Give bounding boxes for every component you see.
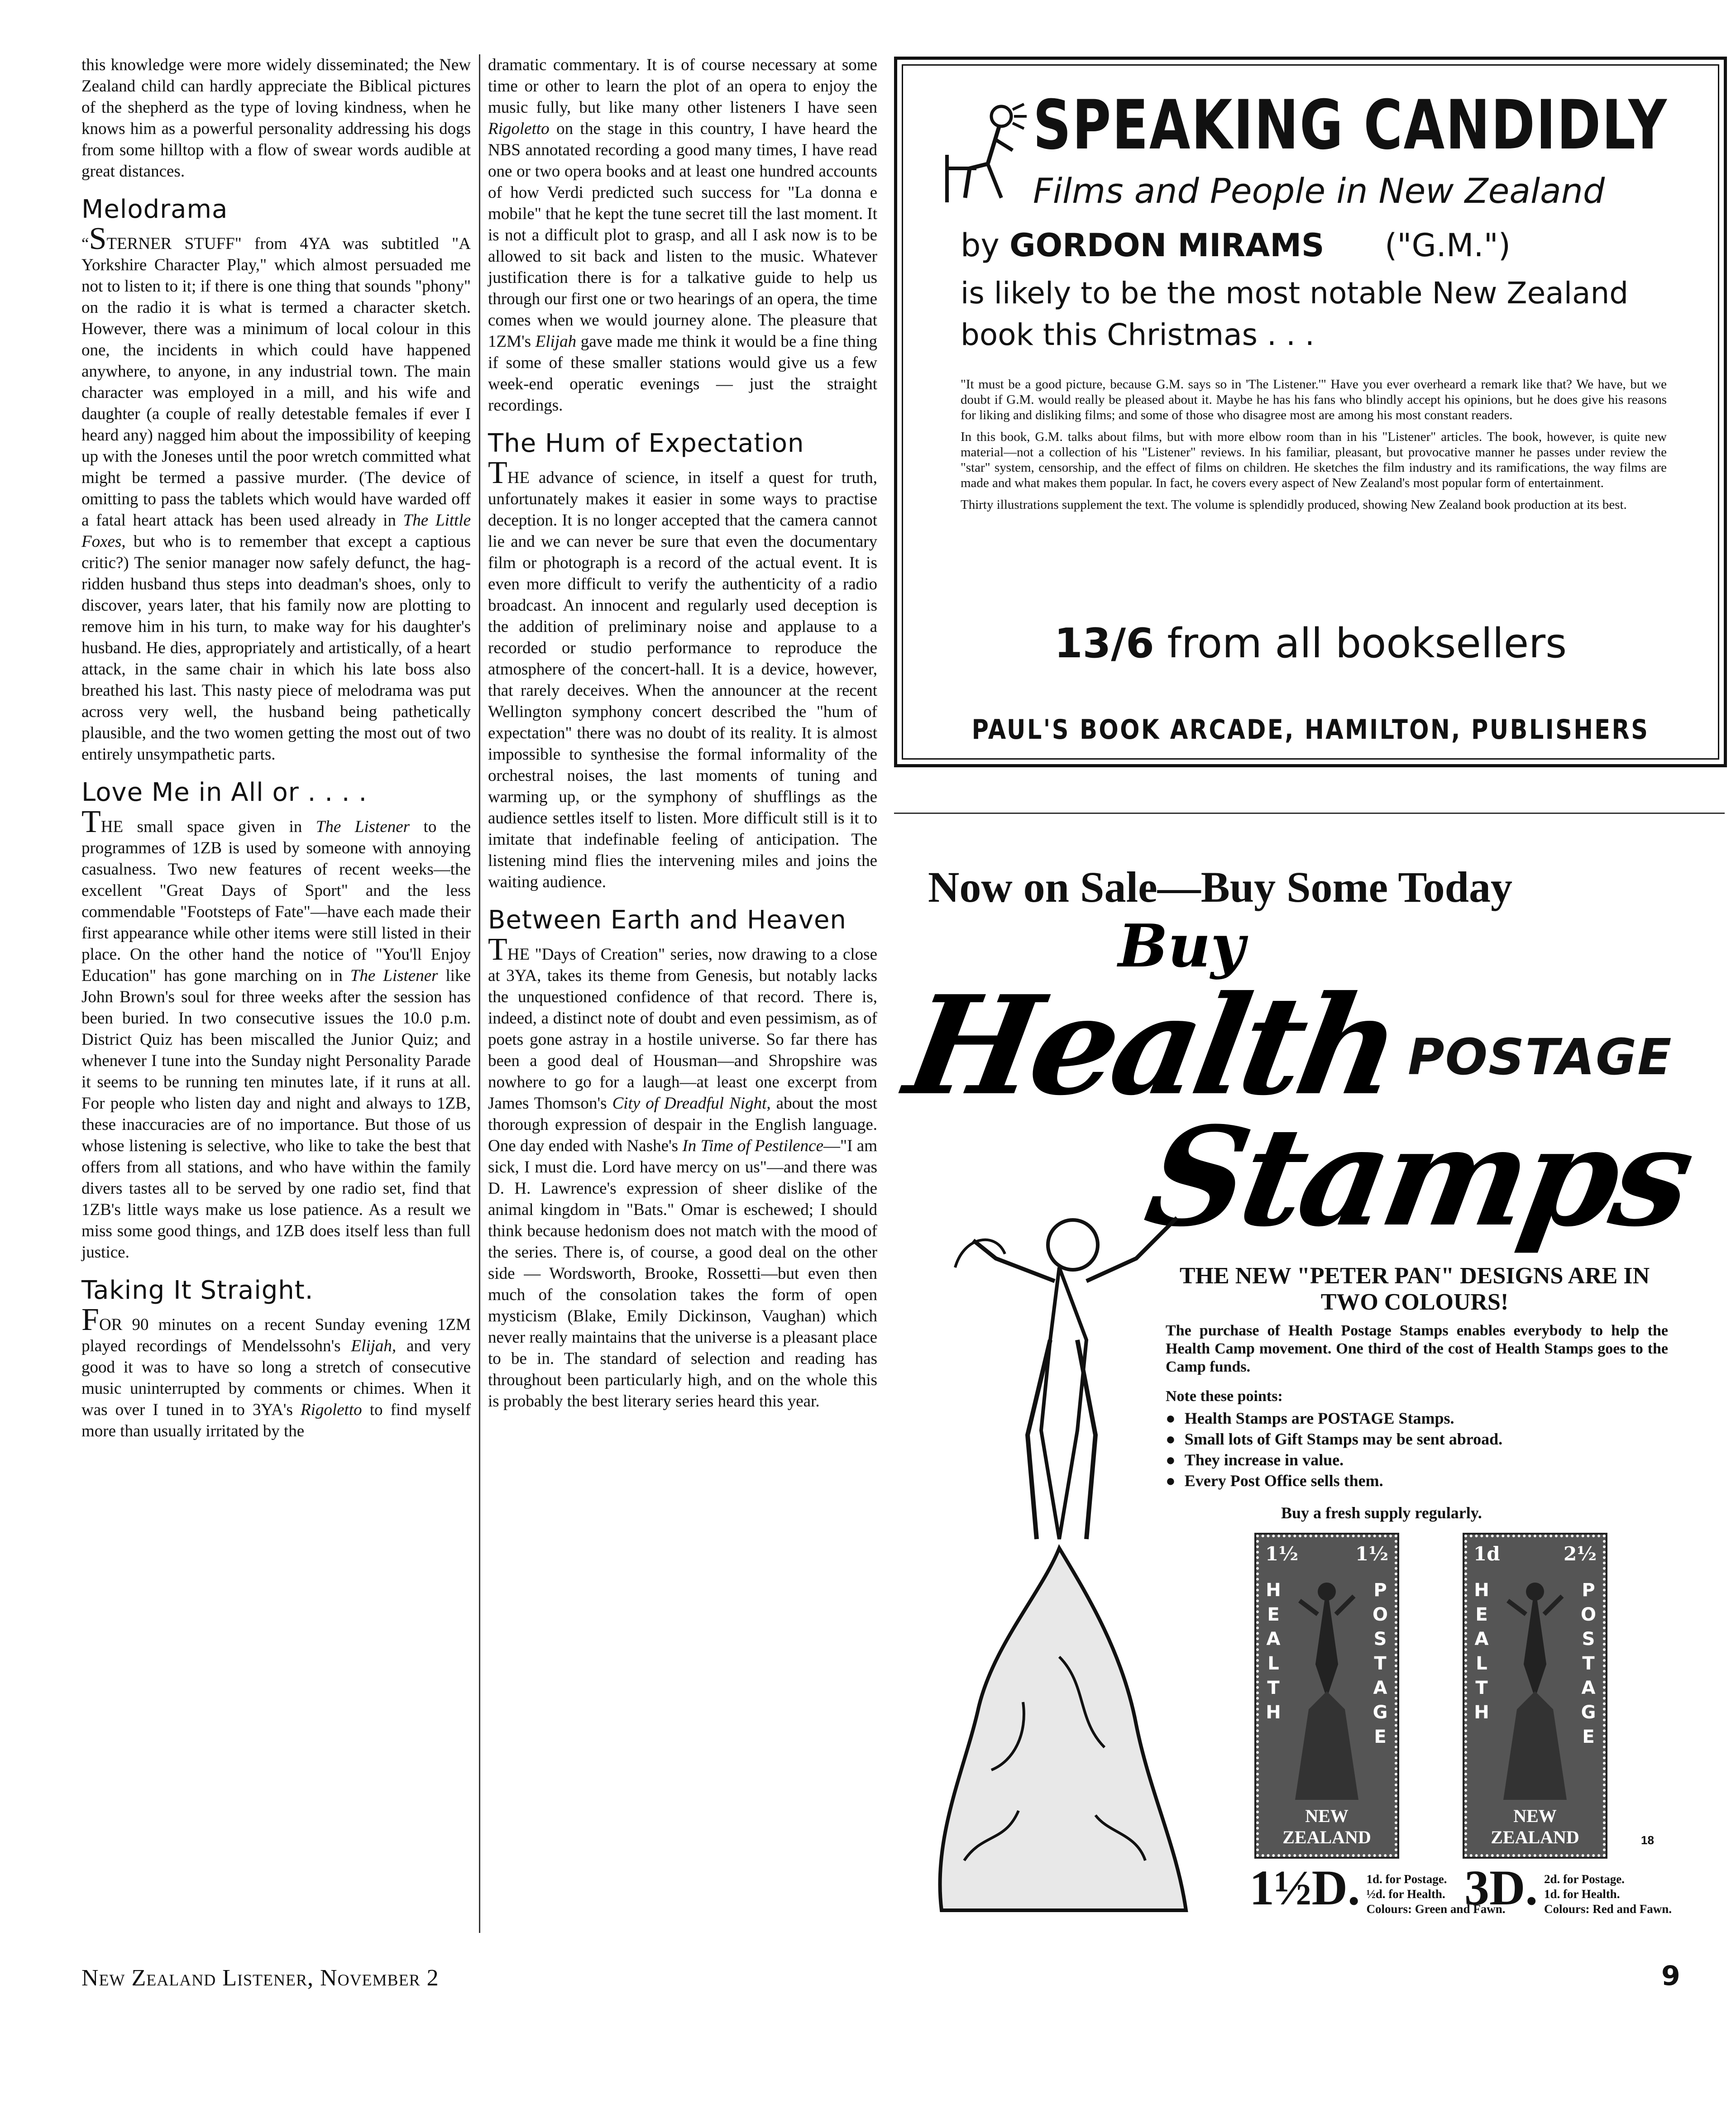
list-item: ● Every Post Office sells them. [1166,1470,1502,1491]
intro-paragraph [488,54,877,416]
ad-code: 18 [1641,1833,1654,1847]
book-subtitle: Films and People in New Zealand [1033,171,1605,211]
denomination-value: 1½D. [1249,1860,1360,1915]
detail-line: ½d. for Health. [1366,1887,1445,1901]
detail-line: 2d. for Postage. [1544,1872,1625,1886]
book-price [897,621,1724,666]
paragraph-text: TERNER STUFF" from 4YA was subtitled "A Yorkshire Character Play," which almost persuaded me not to listen to it; if there is one thing that sounds "phony" on the radio it is what is termed a character sketch. However, there was a minimum of local colour in this one, the incidents in which could have happened anywhere, to anyone, in any industrial town. The main character was employed in a mill, and his wife and daughter (a couple of really detestable females if ever I heard any) nagged him about the impossibility of keeping up with the Joneses until the poor wretch committed what might be termed a passive murder. (The device of omitting to pass the tablets which would have warded off a fatal heart attack has been used already in [81,234,471,530]
paragraph-text: gave made me think it would be a fine thing if some of these smaller stations would give us a few week-end operatic evenings — just the straight recordings. [488,332,878,415]
list-item: ● Health Stamps are POSTAGE Stamps. [1166,1408,1502,1429]
paragraph-text: about the most thorough expression of despair in the English language. One day ended with Nashe's [488,1094,877,1155]
italic-title: Elijah [535,332,577,351]
italic-title: The Listener [350,966,438,985]
denomination-red [1464,1860,1672,1917]
stamp-value-right: 2½ [1563,1543,1597,1565]
buy-regularly: Buy a fresh supply regularly. [1281,1504,1482,1522]
stamps-blurb: The purchase of Health Postage Stamps enables everybody to help the Health Camp movement. One third of the cost of Health Stamps goes to the Camp funds. [1166,1322,1668,1375]
section-heading-earth-heaven: Between Earth and Heaven [488,905,846,935]
italic-title: The Little Foxes, [81,511,471,551]
points-list [1166,1408,1502,1491]
speaker-figure-icon [938,100,1028,209]
stamp-red [1464,1535,1606,1857]
book-title: SPEAKING CANDIDLY [1033,86,1668,165]
article-column-2 [488,54,877,1415]
section-paragraph [488,932,877,1412]
stamp-green [1256,1535,1397,1857]
description-paragraph: Thirty illustrations supplement the text. The volume is splendidly produced, showing New Zealand book production at its best. [961,497,1627,512]
paragraph-text: like John Brown's soul for three weeks after the session has been buried. In two consecutive issues the 10.0 p.m. District Quiz has been miscalled the Junior Quiz; and whenever I tune into the Sunday night Personality Parade it seems to be running ten minutes late, if it runs at all. For people who listen day and night and always to 1ZB, these inaccuracies are of no importance. But those of us whose listening is selective, who like to take the best that offers from all stations, and who have within the family divers tastes all to be served by one radio set, find that 1ZB's little ways make us lose patience. As a result we miss some good things, and 1ZB does itself less than full justice. [81,966,471,1262]
page-number: 9 [1661,1960,1680,1992]
paragraph-text: HE advance of science, in itself a quest for truth, unfortunately makes it easier in some ways to practise deception. It is no longer accepted that the camera cannot lie and we can never be sure that even the documentary film or photograph is a record of the actual event. It is even more difficult to verify the authenticity of a radio broadcast. An innocent and regularly used deception is the addition of preliminary noise and applause to a recorded or studio performance to reproduce the atmosphere of the concert-hall. It is a device, however, that rarely deceives. When the announcer at the recent Wellington symphony concert described the "hum of expectation" there was no doubt of its reality. It is almost impossible to synthesise the formal informality of the orchestral noises, the last moments of tuning and warming up, or the symphony of shufflings as the audience settles itself to listen. More difficult still is it to imitate that indefinable feeling of anticipation. The listening mind flies the intervening miles and joins the waiting audience. [488,469,877,891]
detail-line: 1d. for Health. [1544,1887,1620,1901]
denomination-value: 3D. [1464,1860,1538,1915]
section-paragraph: “STERNER STUFF" from 4YA was subtitled "A Yorkshire Character Play," which almost persuaded me not to listen to it; if there is one thing that sounds "phony" on the radio it is what is termed a character sketch. However, there was a minimum of local colour in this one, the incidents in which could have happened anywhere, to anyone, in any industrial town. The main character was employed in a mill, and his wife and daughter (a couple of really detestable females if ever I heard any) nagged him about the impossibility of keeping up with the Joneses until the poor wretch committed what might be termed a passive murder. (The device of omitting to pass the tablets which would have warded off a fatal heart attack has been used already in The Little Foxes, but who is to remember that except a captious critic?) The senior manager now safely defunct, the hag-ridden husband thus steps into deadman's shoes, only to discover, years later, that his family now are plotting to remove him in his turn, to make way for his daughter's husband. He dies, appropriately and artistically, of a heart attack, in the same chair in which his late boss also breathed his last. This nasty piece of melodrama was put across very well, the husband being pathetically plausible, and the two women getting the most out of two entirely unsympathetic parts. [81,221,471,764]
stamp-value: 1d [1473,1543,1500,1565]
price-value: 13/6 [1054,620,1154,667]
stamp-value: 1½ [1265,1543,1299,1565]
detail-line: 1d. for Postage. [1366,1872,1447,1886]
ad-divider [894,813,1725,814]
column-divider [479,54,480,1933]
by-label: by [961,227,1000,264]
section-heading-hum: The Hum of Expectation [488,429,804,458]
description-paragraph: "It must be a good picture, because G.M. says so in 'The Listener.'" Have you ever overheard a remark like that? We have, but we doubt if G.M. would really be pleased about it. Maybe he has his fans who blindly accept his opinions, but he does give his reasons for liking and disliking films; and some of those who disagree most are among his most constant readers. [961,377,1667,422]
buy-script: Buy [1118,911,1245,980]
health-script: Health [895,966,1407,1125]
list-item: ● Small lots of Gift Stamps may be sent abroad. [1166,1429,1502,1449]
peter-pan-statue-illustration [923,1204,1195,1928]
detail-line: Colours: Red and Fawn. [1544,1902,1672,1916]
stamp-side-right: POSTAGE [1372,1580,1388,1747]
book-advertisement [894,57,1727,767]
drop-cap: T [488,455,507,490]
drop-cap: T [488,932,507,967]
stamp-statue-art [1499,1574,1571,1800]
price-text: from all booksellers [1167,620,1567,667]
description-paragraph: In this book, G.M. talks about films, but with more elbow room than in his "Listener" articles. The book, however, is quite new material—not a collection of his "Listener" reviews. In his familiar, pleasant, but provocative manner he passes under review the "star" system, censorship, and the effect of films on children. He sketches the film industry and its ramifications, the way films are made and what makes them popular. In fact, he covers every aspect of New Zealand's most popular form of entertainment. [961,430,1667,490]
stamp-value-right: 1½ [1355,1543,1388,1565]
section-paragraph [81,804,471,1263]
publisher-line: PAUL'S BOOK ARCADE, HAMILTON, PUBLISHERS [971,714,1650,746]
intro-paragraph: this knowledge were more widely disseminated; the New Zealand child can hardly appreciate the Biblical pictures of the shepherd as the type of loving kindness, when he knows him as a powerful personality addressing his dogs from some hilltop with a flow of swear words audible at great distances. [81,56,471,181]
stamp-side-left: HEALTH [1474,1580,1489,1723]
stamps-headline: Now on Sale—Buy Some Today [928,863,1512,911]
stamp-country: NEW ZEALAND [1282,1806,1371,1847]
paragraph-text: HE "Days of Creation" series, now drawing to a close at 3YA, takes its theme from Genesis, but notably lacks the unquestioned confidence of that record. There is, indeed, a distinct note of doubt and even pessimism, as of poets gone astray in a hostile universe. So far there has been a good deal of Housman—and Shropshire was nowhere to go for a laugh—at least one excerpt from James Thomson's [488,945,877,1113]
drop-cap: S [89,221,107,256]
paragraph-text: —"I am sick, I must die. Lord have mercy on us"—and there was D. H. Lawrence's expression of sheer dislike of the animal kingdom in "Bats." Omar is eschewed; I should think because hedonism does not match with the mood of the series. There is, of course, a good deal on the other side — Wordsworth, Brooke, Rossetti—but even then much of the consolation takes the form of open mysticism (Blake, Emily Dickinson, Vaughan) which never really maintains that the universe is a pleasant place to be in. The standard of selection and reading has throughout been particularly high, and on the whole this is probably the best literary series heard this year. [488,1137,877,1411]
paragraph-text: to find myself more than usually irritated by the [81,1401,471,1440]
paragraph-text: OR 90 minutes on a recent Sunday evening 1ZM played recordings of Mendelssohn's [81,1315,471,1355]
book-claim: is likely to be the most notable New Zealand book this Christmas . . . [961,276,1629,352]
book-author-line [961,225,1511,266]
paragraph-text: and very good it was to have so long a stretch of consecutive music uninterrupted by comments or chimes. When it was over I tuned in to 3YA's [81,1337,471,1419]
author-initials: ("G.M.") [1384,227,1511,264]
paragraph-text: HE small space given in [100,818,302,836]
stamp-side-right: POSTAGE [1580,1580,1596,1747]
drop-cap: F [81,1302,99,1337]
paragraph-text: to the programmes of 1ZB is used by someone with annoying casualness. Two new features of recent weeks—the excellent "Great Days of Sport" and the less commendable "Footsteps of Fate"—have each made their first appearance while other items were still listed in their place. On the other hand the notice of "You'll Enjoy Education" has gone marching on in [81,818,471,985]
drop-cap: T [81,804,101,839]
detail-line: Colours: Green and Fawn. [1366,1902,1506,1916]
designs-announcement: THE NEW "PETER PAN" DESIGNS ARE IN TWO COLOURS! [1179,1263,1650,1315]
stamps-script: Stamps [1135,1097,1701,1257]
section-heading-taking-it-straight: Taking It Straight. [81,1276,314,1305]
italic-title: Rigoletto [488,120,550,138]
stamp-statue-art [1291,1574,1363,1800]
italic-title: In Time of Pestilence [682,1137,824,1155]
book-description [961,377,1667,519]
section-paragraph [488,455,877,893]
publication-footer: New Zealand Listener, November 2 [81,1965,439,1991]
postage-word: POSTAGE [1408,1028,1673,1086]
points-heading: Note these points: [1166,1388,1283,1405]
section-heading-love-me: Love Me in All or . . . . [81,778,368,807]
section-heading-melodrama: Melodrama [81,195,228,224]
denomination-details [1544,1872,1672,1917]
paragraph-text: dramatic commentary. It is of course necessary at some time or other to learn the plot of an opera to enjoy the music fully, but like many other listeners I have seen [488,56,877,117]
stamp-side-left: HEALTH [1266,1580,1281,1723]
paragraph-text: on the stage in this country, I have heard the NBS annotated recording a good many times, I have read one or two opera books and at least one hundred accounts of how Verdi predicted such success for "La donna e mobile" that he kept the tune secret till the last moment. It is not a difficult plot to grasp, and all I ask now is to be allowed to sit back and listen to the music. Whatever justification there is for a talkative guide to help us through our first one or two hearings of an opera, the time comes when we would journey alone. The pleasure that 1ZM's [488,120,877,351]
italic-title: City of Dreadful Night, [612,1094,771,1113]
article-column-1 [81,54,471,1444]
section-paragraph [81,1302,471,1442]
author-name: GORDON MIRAMS [1009,227,1325,264]
italic-title: Rigoletto [300,1401,362,1419]
paragraph-text: but who is to remember that except a captious critic?) The senior manager now safely defunct, the hag-ridden husband thus steps into deadman's shoes, only to discover, years later, that his family now are plotting to remove him in his turn, to make way for his daughter's husband. He dies, appropriately and artistically, of a heart attack, in the same chair in which his late boss also breathed his last. This nasty piece of melodrama was put across very well, the husband being pathetically plausible, and the two women getting the most out of two entirely unsympathetic parts. [81,532,471,764]
list-item: ● They increase in value. [1166,1449,1502,1470]
italic-title: Elijah, [351,1337,397,1355]
stamp-country: NEW ZEALAND [1491,1806,1579,1847]
italic-title: The Listener [316,818,410,836]
